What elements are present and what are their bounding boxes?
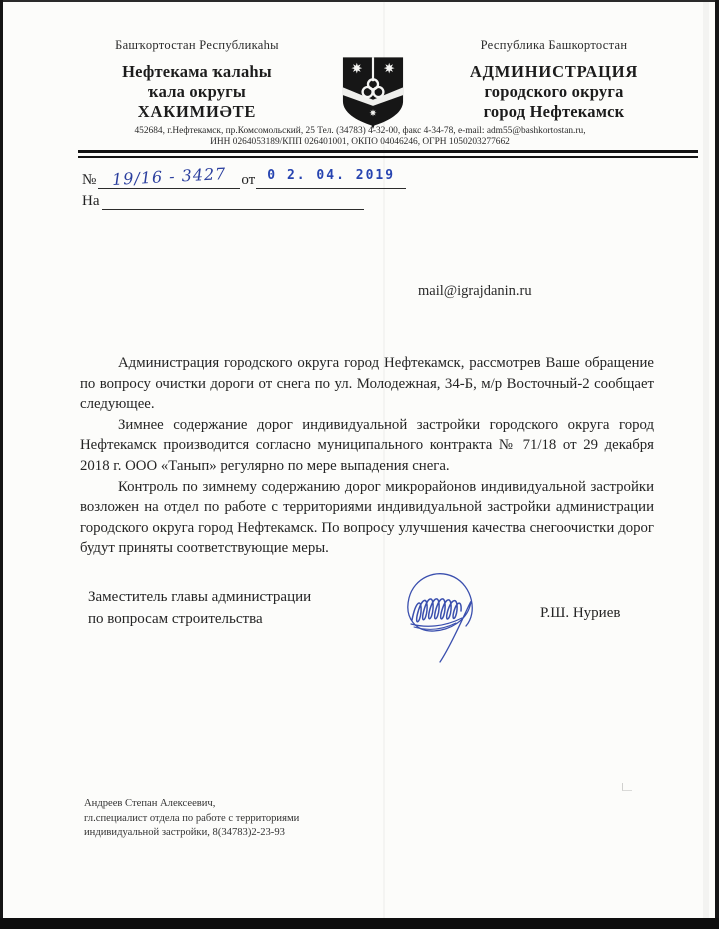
scan-artifact-mark (622, 783, 632, 791)
date-stamp: 0 2. 04. 2019 (267, 168, 396, 183)
org-name-russian-line3: город Нефтекамск (483, 102, 625, 121)
org-name-russian-line2: городского округа (484, 82, 624, 101)
outgoing-number-row (82, 164, 406, 189)
signer-position (88, 587, 311, 630)
executor-position-line2: индивидуальной застройки, 8(34783)2-23-93 (84, 827, 285, 839)
neftekamsk-coat-of-arms-icon (338, 55, 408, 129)
recipient-email: mail@igrajdanin.ru (418, 283, 532, 299)
org-name-bashkir-line3: ХАКИМИӘТЕ (137, 102, 257, 121)
handwritten-signature (396, 568, 502, 670)
letterhead-bashkir (88, 38, 306, 122)
letterhead-russian (440, 38, 668, 122)
body-paragraph-3: Контроль по зимнему содержанию дорог микрорайонов индивидуальной застройки возложен на отдел по работе с территориями индивидуальной застройки администрации городского округа город Нефтекамск. По вопросу улучшения качества снегоочистки дорог будут приняты соответствующие меры. (80, 478, 654, 557)
header-separator-rule (78, 150, 698, 158)
executor-name: Андреев Степан Алексеевич, (84, 798, 216, 809)
org-name-bashkir-line1: Нефтекама ҡалаһы (122, 62, 272, 81)
contact-address-line: 452684, г.Нефтекамск, пр.Комсомольский, 25 Тел. (34783) 4-32-00, факс 4-34-78, e-mail: adm55@bashkortostan.ru, (134, 126, 586, 136)
republic-name-bashkir: Башҡортостан Республикаһы (115, 38, 279, 52)
body-paragraph-1: Администрация городского округа город Нефтекамск, рассмотрев Ваше обращение по вопросу очистки дороги от снега по ул. Молодежная, 34-Б, м/р Восточный-2 сообщает следующее. (80, 355, 654, 413)
executor-position-line1: гл.специалист отдела по работе с территориями (84, 812, 300, 824)
scan-edge-top (0, 0, 719, 2)
org-name-russian-line1: АДМИНИСТРАЦИЯ (469, 62, 639, 81)
outgoing-number-line (98, 164, 240, 189)
number-label: № (82, 172, 97, 188)
reference-block (82, 164, 406, 210)
contact-codes-line: ИНН 0264053189/КПП 026401001, ОКПО 04046246, ОГРН 1050203277662 (210, 136, 510, 147)
date-label: от (241, 172, 256, 188)
na-label: На (82, 193, 100, 209)
signer-position-line1: Заместитель главы администрации (88, 589, 312, 605)
republic-name-russian: Республика Башкортостан (480, 38, 628, 52)
incoming-number-line (102, 192, 364, 210)
contact-info (40, 126, 680, 148)
executor-info (84, 797, 299, 841)
scan-edge-left (0, 0, 3, 929)
letterhead (88, 38, 668, 129)
date-line (256, 168, 406, 189)
org-name-bashkir-line2: ҡала округы (148, 82, 246, 101)
scan-edge-bottom (0, 918, 719, 929)
scan-edge-right (715, 0, 719, 929)
incoming-number-row (82, 192, 406, 210)
body-paragraph-2: Зимнее содержание дорог индивидуальной застройки городского округа город Нефтекамск производится согласно муниципального контракта № 71/18 от 29 декабря 2018 г. ООО «Танып» регулярно по мере выпадения снега. (80, 416, 654, 474)
letter-body (80, 353, 654, 559)
signer-name: Р.Ш. Нуриев (540, 605, 621, 621)
signer-position-line2: по вопросам строительства (88, 610, 263, 627)
paper-edge-shadow (703, 2, 709, 918)
handwritten-outgoing-number: 19/16 - 3427 (111, 164, 227, 189)
